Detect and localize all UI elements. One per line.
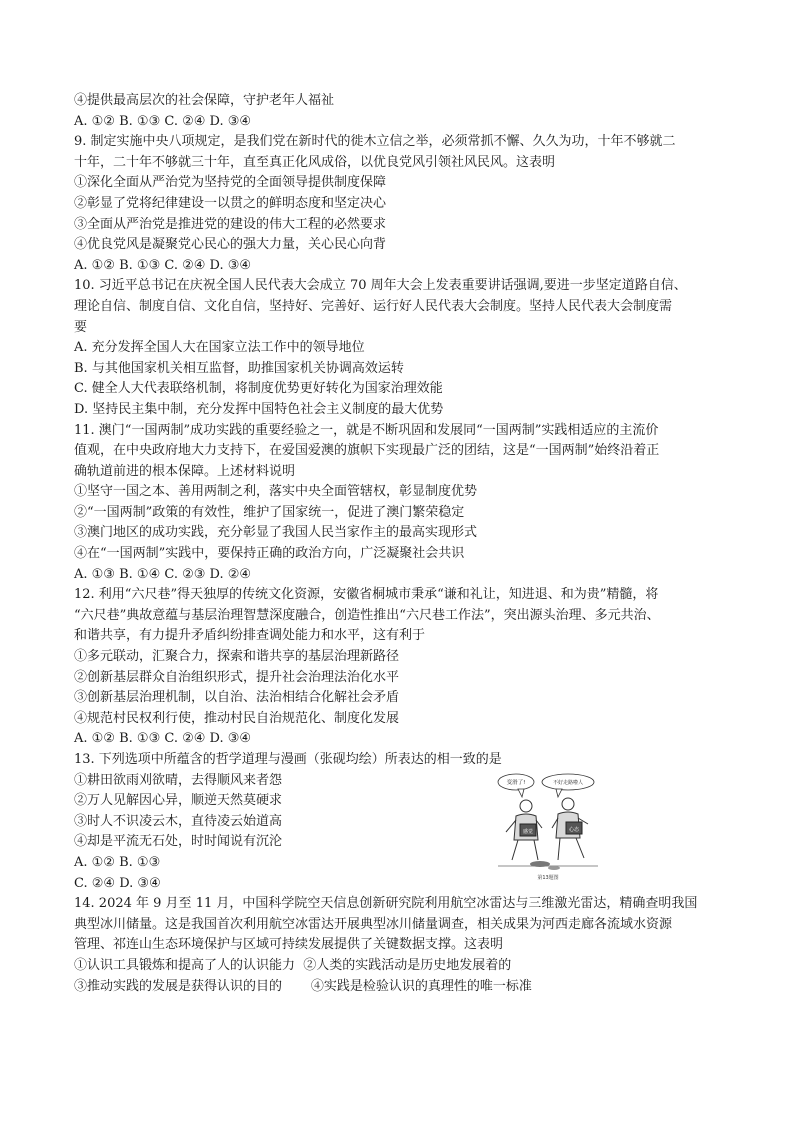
option-4: ④在“一国两制”实践中，要保持正确的政治方向，广泛凝聚社会共识 [74,546,465,562]
question-13 [74,750,724,894]
question-stem-line: 值观，在中央政府地大力支持下，在爱国爱澳的旗帜下实现最广泛的团结，这是“一国两制”始终沿着正 [74,443,660,459]
option-2: ②“一国两制”政策的有效性，维护了国家统一，促进了澳门繁荣稳定 [74,504,465,520]
exam-page [74,91,724,997]
option-3: ③澳门地区的成功实践，充分彰显了我国人民当家作主的最高实现形式 [74,525,478,541]
option-line: ①认识工具锻炼和提高了人的认识能力 ②人类的实践活动是历史地发展着的 [74,957,512,973]
option-4: ④提供最高层次的社会保障，守护老年人福祉 [74,93,335,108]
option-1: ①深化全面从严治党为坚持党的全面领导提供制度保障 [74,175,387,191]
question-stem-line: “六尺巷”典故意蕴与基层治理智慧深度融合，创造性推出“六尺巷工作法”，突出源头治理、多元共治、 [74,607,660,623]
question-9 [74,132,724,276]
option-1: ①多元联动，汇聚合力，探索和谐共享的基层治理新路径 [74,649,400,665]
bag-label-right: 心态 [568,827,580,833]
option-line: ③推动实践的发展是获得认识的目的 ④实践是检验认识的真理性的唯一标准 [74,978,532,994]
question-stem-line: 十年，二十年不够就三十年，直至真正化风成俗，以优良党风引领社风民风。这表明 [74,154,556,170]
option-2: ②万人见解因心异，顺逆天然莫硬求 [74,793,283,809]
option-3: ③时人不识凌云木，直待凌云始道高 [74,813,283,829]
question-11 [74,421,724,586]
question-stem-line: 10. 习近平总书记在庆祝全国人民代表大会成立 70 周年大会上发表重要讲话强调,要进一步坚定道路自信、 [74,278,687,294]
figure-caption: 第13题图 [537,875,559,881]
option-4: ④却是平流无石处，时时闻说有沉沦 [74,834,283,850]
question-stem-line: 典型冰川储量。这是我国首次利用航空冰雷达开展典型冰川储量调查，相关成果为河西走廊各流域水资源 [74,916,673,932]
option-1: ①坚守一国之本、善用两制之利，落实中央全面管辖权，彰显制度优势 [74,484,478,500]
person-left [506,800,542,860]
bag-label-left: 感觉 [522,829,534,835]
answer-choices: A. ①② B. ①③ [74,854,161,870]
option-2: ②彰显了党将纪律建设一以贯之的鲜明态度和坚定决心 [74,195,387,211]
option-b: B. 与其他国家机关相互监督，助推国家机关协调高效运转 [74,360,404,376]
question-10 [74,276,724,420]
question-stem-line: 13. 下列选项中所蕴含的哲学道理与漫画（张砚均绘）所表达的相一致的是 [74,752,502,767]
question-stem-line: 管理、祁连山生态环境保护与区域可持续发展提供了关键数据支撑。这表明 [74,937,504,953]
question-stem-line: 确轨道前进的根本保障。上述材料说明 [74,463,296,479]
option-4: ④规范村民权利行使，推动村民自治规范化、制度化发展 [74,710,400,726]
answer-choices: A. ①② B. ①③ C. ②④ D. ③④ [74,113,252,129]
option-4: ④优良党风是凝聚党心民心的强大力量，关心民心向背 [74,237,387,253]
bubble-text-right: 不好走路啦人 [552,780,584,786]
question-12 [74,585,724,750]
question-14 [74,894,724,997]
question-8 [74,91,724,132]
answer-choices: A. ①② B. ①③ C. ②④ D. ③④ [74,731,252,747]
option-c: C. 健全人大代表联络机制，将制度优势更好转化为国家治理效能 [74,381,443,397]
cartoon-figure [494,770,602,888]
cartoon-illustration [494,770,602,874]
puddle [530,861,550,867]
option-d: D. 坚持民主集中制，充分发挥中国特色社会主义制度的最大优势 [74,401,444,417]
question-stem-line: 要 [74,319,88,335]
question-stem-line: 理论自信、制度自信、文化自信，坚持好、完善好、运行好人民代表大会制度。坚持人民代表大会制度需 [74,298,673,314]
option-3: ③创新基层治理机制，以自治、法治相结合化解社会矛盾 [74,690,400,706]
question-stem-line: 和谐共享，有力提升矛盾纠纷排查调处能力和水平，这有利于 [74,628,426,644]
question-stem-line: 11. 澳门“一国两制”成功实践的重要经验之一，就是不断巩固和发展同“一国两制”实践相适应的主流价 [74,422,659,438]
question-stem-line: 9. 制定实施中央八项规定，是我们党在新时代的徙木立信之举，必须常抓不懈、久久为功，十年不够就二 [74,134,676,150]
question-13-options [74,771,474,895]
bubble-text-left: 变滑了! [506,780,526,786]
answer-choices: C. ②④ D. ③④ [74,875,161,891]
question-stem-line: 12. 利用“六尺巷”得天独厚的传统文化资源，安徽省桐城市秉承“谦和礼让，知进退、和为贵”精髓，将 [74,587,659,603]
option-a: A. 充分发挥全国人大在国家立法工作中的领导地位 [74,340,365,356]
answer-choices: A. ①② B. ①③ C. ②④ D. ③④ [74,257,252,273]
question-stem-line: 14. 2024 年 9 月至 11 月，中国科学院空天信息创新研究院利用航空冰雷达与三维激光雷达，精确查明我国 [74,896,698,912]
option-1: ①耕田欲雨刈欲晴，去得顺风来者怨 [74,772,283,788]
answer-choices: A. ①③ B. ①④ C. ②③ D. ②④ [74,566,252,582]
person-right [552,798,588,860]
option-3: ③全面从严治党是推进党的建设的伟大工程的必然要求 [74,216,387,232]
option-2: ②创新基层群众自治组织形式，提升社会治理法治化水平 [74,669,400,685]
